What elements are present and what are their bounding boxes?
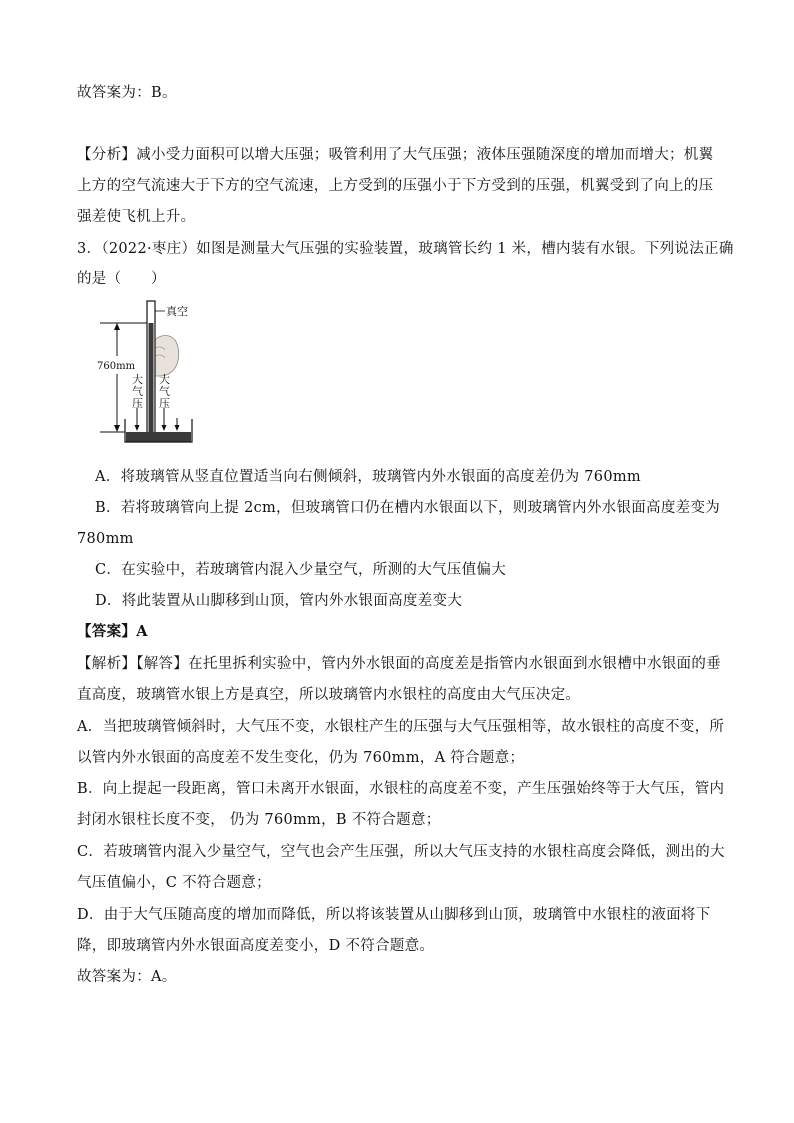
option-d: D．将此装置从山脚移到山顶，管内外水银面高度差变大	[95, 593, 463, 609]
previous-answer-line: 故答案为：B。	[77, 85, 177, 101]
torricelli-diagram	[95, 296, 205, 444]
explanation-a-line-1: A．当把玻璃管倾斜时，大气压不变，水银柱产生的压强与大气压强相等，故水银柱的高度不变，所	[77, 719, 725, 735]
analysis-line-3: 强差使飞机上升。	[77, 209, 196, 225]
analysis-line-1: 【分析】减小受力面积可以增大压强；吸管利用了大气压强；液体压强随深度的增加而增大；机翼	[77, 147, 714, 163]
explanation-c-line-1: C．若玻璃管内混入少量空气，空气也会产生压强，所以大气压支持的水银柱高度会降低，测出的大	[77, 844, 725, 860]
option-b-line-2: 780mm	[77, 531, 134, 547]
vacuum-label: 真空	[166, 305, 188, 318]
explanation-d-line-2: 降，即玻璃管内外水银面高度差变小，D 不符合题意。	[77, 938, 435, 954]
analysis-line-2: 上方的空气流速大于下方的空气流速，上方受到的压强小于下方受到的压强，机翼受到了向上的压	[77, 178, 714, 194]
explanation-line-2: 直高度，玻璃管水银上方是真空，所以玻璃管内水银柱的高度由大气压决定。	[77, 687, 581, 703]
pressure-label-left-3: 压	[132, 397, 143, 410]
torricelli-experiment-figure	[95, 296, 205, 444]
option-c: C．在实验中，若玻璃管内混入少量空气，所测的大气压值偏大	[95, 562, 506, 578]
pressure-label-left-1: 大	[132, 373, 143, 386]
answer-line: 【答案】A	[77, 623, 148, 640]
pressure-label-right-3: 压	[159, 397, 170, 410]
explanation-d-line-1: D．由于大气压随高度的增加而降低，所以将该装置从山脚移到山顶，玻璃管中水银柱的液面将下	[77, 907, 711, 923]
pressure-label-left-2: 气	[132, 385, 143, 398]
pressure-label-right-2: 气	[159, 385, 170, 398]
explanation-b-line-2: 封闭水银柱长度不变， 仍为 760mm，B 不符合题意；	[77, 812, 441, 828]
option-b-line-1: B．若将玻璃管向上提 2cm，但玻璃管口仍在槽内水银面以下，则玻璃管内外水银面高度差变为	[95, 500, 721, 516]
explanation-c-line-2: 气压值偏小，C 不符合题意；	[77, 875, 271, 891]
explanation-line-1: 【解析】【解答】在托里拆利实验中，管内外水银面的高度差是指管内水银面到水银槽中水银面的垂	[77, 656, 721, 672]
height-760mm-label: 760mm	[97, 361, 136, 372]
final-answer-line: 故答案为：A。	[77, 969, 177, 985]
question-stem-line-2: 的是（ ）	[77, 271, 166, 287]
question-stem-line-1: 3．（2022·枣庄）如图是测量大气压强的实验装置，玻璃管长约 1 米，槽内装有水银。下列说法正确	[77, 241, 734, 257]
explanation-b-line-1: B．向上提起一段距离，管口未离开水银面，水银柱的高度差不变，产生压强始终等于大气压，管内	[77, 781, 725, 797]
explanation-a-line-2: 以管内外水银面的高度差不发生变化，仍为 760mm，A 符合题意；	[77, 750, 525, 766]
option-a: A．将玻璃管从竖直位置适当向右侧倾斜，玻璃管内外水银面的高度差仍为 760mm	[95, 469, 641, 485]
pressure-label-right-1: 大	[159, 373, 170, 386]
